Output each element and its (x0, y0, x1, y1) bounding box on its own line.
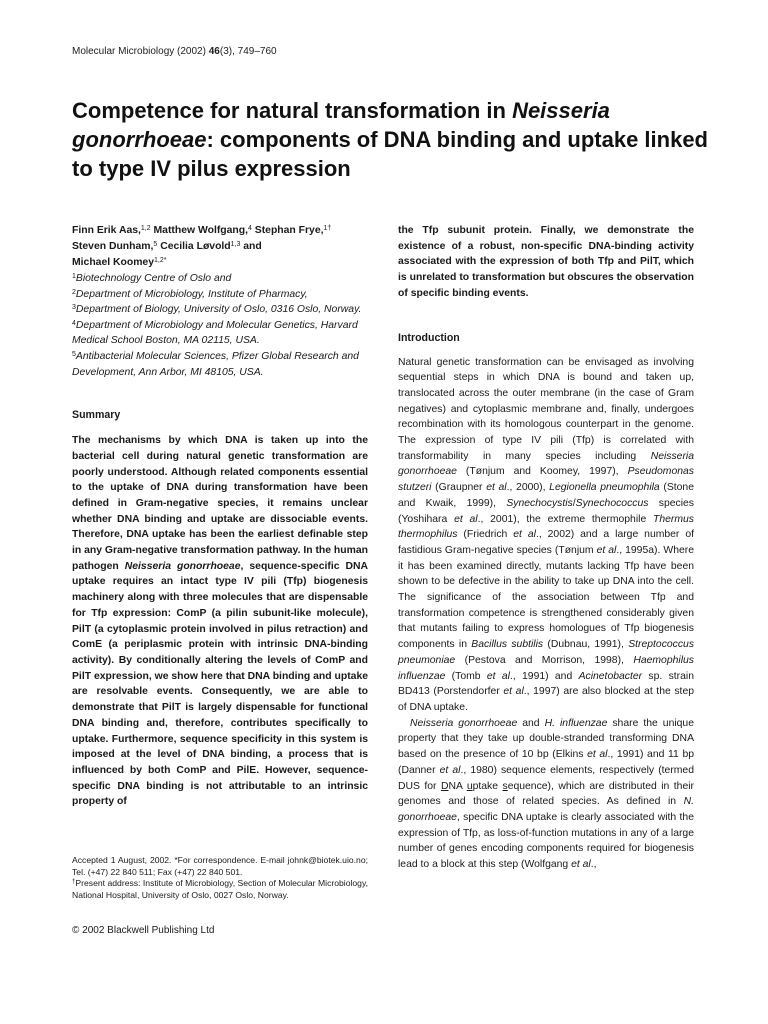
author-name: Steven Dunham, (72, 241, 154, 252)
journal-pages: (3), 749–760 (219, 46, 277, 57)
paragraph: Natural genetic transformation can be envisaged as involving sequential steps in which DNA is bound and taken up, translocated across the outer membrane (in the case of Gram negatives) and cytoplasmic membrane and, finally, undergoes recombination with its homologous counterpart in the genome. The expression of type IV pili (Tfp) is correlated with transformability in many species including Neisseria gonorrhoeae (Tønjum and Koomey, 1997), Pseudomonas stutzeri (Graupner et al., 2000), Legionella pneumophila (Stone and Kwaik, 1999), Synechocystis/Synechococcus species (Yoshihara et al., 2001), the extreme thermophile Thermus thermophilus (Friedrich et al., 2002) and a large number of fastidious Gram-negative species (Tønjum et al., 1995a). Where it has been examined directly, mutants lacking Tfp have been shown to be defective in the ability to take up DNA into the cell. The significance of the association between Tfp and transformation competence is strengthened considerably given that mutants failing to express homologues of Tfp biogenesis components in Bacillus subtilis (Dubnau, 1991), Streptococcus pneumoniae (Pestova and Morrison, 1998), Haemophilus influenzae (Tomb et al., 1991) and Acinetobacter sp. strain BD413 (Porstendorfer et al., 1997) are also blocked at the step of DNA uptake. (398, 356, 695, 713)
right-column (398, 223, 694, 873)
left-column (72, 223, 368, 810)
introduction-heading: Introduction (398, 331, 460, 344)
author-list: Finn Erik Aas,$^{1,2}$ Matthew Wolfgang,$^4$ Stephan Frye,$^{1\dagger}$ Steven Dunham,$^5$ Cecilia Løvold$^{1,3}$ and Michael Koomey$^{1,2*}$ (72, 225, 332, 268)
paragraph: Neisseria gonorrhoeae and H. influenzae share the unique property that they take up double-stranded transforming DNA based on the presence of 10 bp (Elkins et al., 1991) and 11 bp (Danner et al., 1980) sequence elements, respectively (termed DUS for DNA uptake sequence), which are distributed in their genomes and those of related species. As defined in N. gonorrhoeae, specific DNA uptake is clearly associated with the expression of Tfp, as loss-of-function mutations in any of a large number of genes encoding components required for biogenesis lead to a block at this step (Wolfgang et al., (398, 717, 695, 871)
summary-text: The mechanisms by which DNA is taken up into the bacterial cell during natural genetic transformation are poorly understood. Although related components essential to the uptake of DNA during transformation have been defined in Gram-negative species, it remains unclear whether DNA binding and uptake are dissociable events. Therefore, DNA uptake has been the earliest definable step in any Gram-negative transformation pathway. In the human pathogen Neisseria gonorrhoeae, sequence-specific DNA uptake requires an intact type IV pili (Tfp) biogenesis machinery along with three molecules that are dispensable for Tfp expression: ComP (a pilin subunit-like molecule), PilT (a cytoplasmic protein involved in pilus retraction) and ComE (a periplasmic protein with intrinsic DNA-binding activity). By conditionally altering the levels of ComP and PilT expression, we show here that DNA binding and uptake are resolvable events. Consequently, we are able to demonstrate that PilT is largely dispensable for functional DNA binding and, therefore, contributes specifically to uptake. Furthermore, sequence specificity in this system is imposed at the level of DNA binding, a process that is influenced by both ComP and PilE. However, sequence-specific DNA binding is not attributable to an intrinsic property of (72, 435, 369, 808)
introduction-text (398, 355, 694, 873)
correspondence-footnote: Accepted 1 August, 2002. *For correspondence. E-mail johnk@biotek.uio.no; Tel. (+47) 22 840 511; Fax (+47) 22 840 501. †Present address: Institute of Microbiology, Section of Molecular Microbiology, National Hospital, University of Oslo, 0027 Oslo, Norway. (72, 855, 368, 900)
summary-heading: Summary (72, 409, 121, 422)
summary-text-continued: the Tfp subunit protein. Finally, we demonstrate the existence of a robust, non-specific DNA-binding activity associated with the expression of both Tfp and PilT, which is unrelated to transformation but obscures the observation of specific binding events. (398, 225, 694, 299)
affiliation: $^5$Antibacterial Molecular Sciences, Pfizer Global Research and Development, Ann Arbor, MI 48105, USA. (72, 350, 359, 378)
author-name: Finn Erik Aas, (72, 225, 141, 236)
affiliation: $^2$Department of Microbiology, Institute of Pharmacy, (72, 288, 308, 300)
journal-volume: 46 (208, 46, 220, 57)
affiliation-list (72, 271, 368, 380)
author-name: Matthew Wolfgang, (150, 225, 248, 236)
title-organism: Neisseria gonorrhoeae (72, 98, 610, 152)
journal-citation (72, 46, 277, 57)
author-name: Michael Koomey (72, 257, 154, 268)
affiliation: $^3$Department of Biology, University of Oslo, 0316 Oslo, Norway. (72, 304, 362, 316)
affiliation: $^1$Biotechnology Centre of Oslo and (72, 273, 232, 284)
author-name: Stephan Frye, (251, 225, 324, 236)
copyright-notice: © 2002 Blackwell Publishing Ltd (72, 925, 215, 936)
article-title: Competence for natural transformation in Neisseria gonorrhoeae: components of DNA binding and uptake linked to type IV pilus expression (72, 98, 708, 181)
author-name: Cecilia Løvold (157, 241, 231, 252)
affiliation: $^4$Department of Microbiology and Molecular Genetics, Harvard Medical School Boston, MA 02115, USA. (72, 319, 358, 347)
journal-name: Molecular Microbiology (2002) (72, 46, 209, 57)
